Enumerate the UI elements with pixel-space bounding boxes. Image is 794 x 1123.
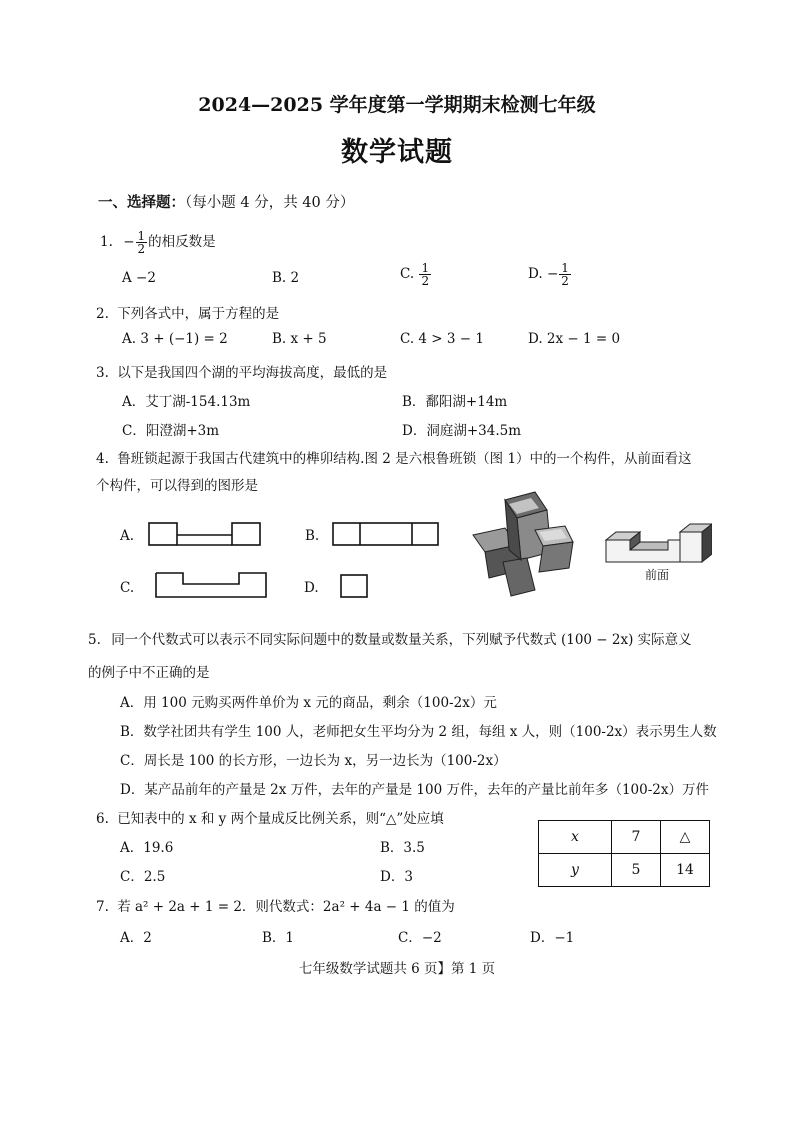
option-b-figure	[332, 522, 440, 548]
luban-lock-image	[465, 490, 575, 602]
option-c-figure	[155, 572, 269, 600]
option-d: D．洞庭湖+34.5m	[402, 423, 521, 439]
option-b: B. x + 5	[272, 331, 327, 347]
table-cell: 7	[612, 821, 661, 854]
option-a: A．艾丁湖-154.13m	[122, 394, 251, 410]
negative-sign: −	[546, 266, 559, 282]
option-label: C.	[400, 266, 415, 282]
fraction	[559, 262, 571, 287]
exam-title: 数学试题	[341, 137, 453, 168]
option-a-figure	[148, 522, 262, 548]
option-a: A −2	[122, 270, 156, 286]
option-b: B．1	[262, 930, 295, 946]
fraction	[136, 230, 148, 255]
table-cell: y	[539, 854, 612, 887]
question-number: 6.	[96, 811, 109, 827]
component-figure	[600, 520, 712, 568]
question-7	[96, 895, 455, 915]
question-text: 已知表中的 x 和 y 两个量成反比例关系，则“△”处应填	[117, 811, 444, 827]
option-label: D.	[528, 266, 543, 282]
proportion-table	[538, 820, 710, 887]
option-a: A.	[120, 528, 135, 544]
option-d	[528, 262, 572, 287]
fraction-numerator: 1	[421, 261, 430, 275]
table-cell: 5	[612, 854, 661, 887]
question-4	[96, 447, 692, 467]
option-c: C．−2	[398, 930, 442, 946]
option-b: B. 2	[272, 270, 300, 286]
option-c: C. 4 > 3 − 1	[400, 331, 484, 347]
option-d: D．3	[380, 869, 413, 885]
table-cell: x	[539, 821, 612, 854]
section-note: （每小题 4 分，共 40 分）	[185, 195, 355, 211]
option-d: D．−1	[530, 930, 575, 946]
option-c: C．周长是 100 的长方形，一边长为 x，另一边长为（100-2x）	[120, 753, 507, 769]
question-text: 以下是我国四个湖的平均海拔高度，最低的是	[117, 365, 388, 381]
negative-sign: −	[123, 234, 135, 250]
option-d: D．某产品前年的产量是 2x 万件，去年的产量是 100 万件，去年的产量比前年多（100-2x）万件	[120, 782, 709, 798]
question-number: 2.	[96, 306, 109, 322]
question-text: 同一个代数式可以表示不同实际问题中的数量或数量关系，下列赋予代数式 (100 − 2x) 实际意义	[111, 632, 692, 648]
question-text-continued: 个构件，可以得到的图形是	[96, 478, 258, 494]
fraction	[419, 262, 431, 287]
option-b: B.	[305, 528, 320, 544]
question-text: 若 a² + 2a + 1 = 2．则代数式：2a² + 4a − 1 的值为	[117, 899, 455, 915]
option-b: B．数学社团共有学生 100 人，老师把女生平均分为 2 组，每组 x 人，则（100-2x）表示男生人数	[120, 724, 717, 740]
question-text: 下列各式中，属于方程的是	[117, 306, 280, 322]
exam-title-line1: 2024—2025 学年度第一学期期末检测七年级	[198, 94, 596, 116]
option-b: B．鄱阳湖+14m	[402, 394, 508, 410]
question-number: 7.	[96, 899, 109, 915]
question-1	[100, 230, 216, 255]
question-text: 的相反数是	[148, 234, 216, 250]
option-a: A．2	[120, 930, 152, 946]
section-header	[98, 191, 354, 212]
question-number: 4.	[96, 451, 109, 467]
option-b: B．3.5	[380, 840, 425, 856]
question-2	[96, 302, 279, 322]
fraction-numerator: 1	[137, 229, 146, 243]
fraction-denominator: 2	[137, 242, 146, 256]
option-a: A．19.6	[120, 840, 174, 856]
option-d: D. 2x − 1 = 0	[528, 331, 621, 347]
section-title: 一、选择题：	[98, 194, 185, 211]
option-a: A. 3 + (−1) = 2	[122, 331, 228, 347]
question-number: 3.	[96, 365, 109, 381]
question-number: 1.	[100, 234, 113, 250]
option-a: A．用 100 元购买两件单价为 x 元的商品，剩余（100-2x）元	[120, 695, 497, 711]
fraction-numerator: 1	[561, 261, 569, 275]
table-cell: 14	[661, 854, 710, 887]
question-5	[88, 628, 692, 648]
question-number: 5.	[88, 632, 101, 648]
question-text: 鲁班锁起源于我国古代建筑中的榫卯结构.图 2 是六根鲁班锁（图 1）中的一个构件，从前面看这	[117, 451, 692, 467]
option-c: C．2.5	[120, 869, 166, 885]
table-row	[539, 821, 710, 854]
option-c: C.	[120, 580, 135, 596]
fraction-denominator: 2	[561, 274, 569, 288]
page-footer: 七年级数学试题共 6 页】第 1 页	[298, 961, 496, 977]
figure-label-front: 前面	[645, 568, 670, 582]
option-c	[400, 262, 432, 287]
fraction-denominator: 2	[421, 274, 430, 288]
question-6	[96, 807, 444, 827]
question-text-continued: 的例子中不正确的是	[88, 665, 210, 681]
table-cell: △	[661, 821, 710, 854]
table-row	[539, 854, 710, 887]
question-3	[96, 361, 387, 381]
option-c: C．阳澄湖+3m	[122, 423, 220, 439]
option-d-figure	[340, 574, 370, 600]
option-d: D.	[304, 580, 319, 596]
